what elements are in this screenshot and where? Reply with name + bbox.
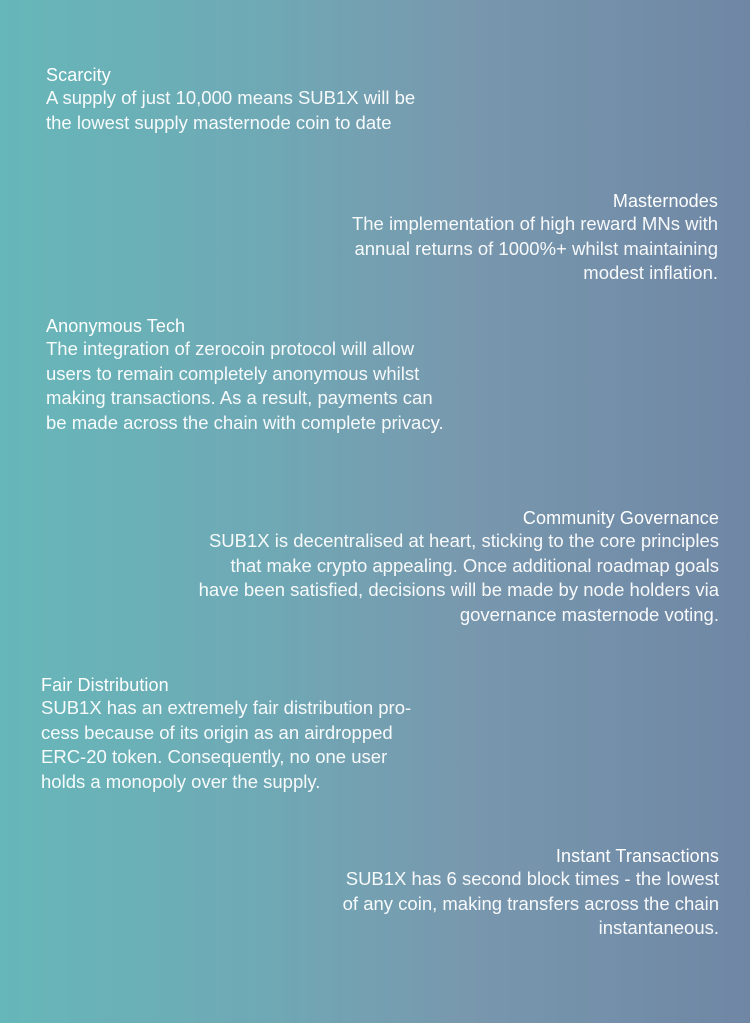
- feature-scarcity: [46, 64, 466, 135]
- feature-instant-transactions: [279, 845, 719, 941]
- description-line: holds a monopoly over the supply.: [41, 770, 321, 792]
- description-line: annual returns of 1000%+ whilst maintaining: [354, 237, 718, 259]
- feature-title: Instant Transactions: [555, 846, 719, 866]
- description-line: users to remain completely anonymous whilst: [46, 362, 420, 384]
- description-line: ERC-20 token. Consequently, no one user: [41, 746, 388, 767]
- feature-title: Anonymous Tech: [46, 316, 186, 336]
- description-line: The integration of zerocoin protocol will allow: [46, 338, 415, 359]
- description-line: SUB1X has 6 second block times - the lowest: [345, 868, 719, 889]
- feature-title: Masternodes: [612, 191, 718, 211]
- feature-fair-distribution: [41, 674, 461, 794]
- feature-title: Scarcity: [46, 65, 111, 85]
- feature-title: Community Governance: [522, 508, 719, 528]
- description-line: SUB1X has an extremely fair distribution pro-: [41, 697, 412, 718]
- feature-description: [46, 86, 466, 135]
- description-line: be made across the chain with complete privacy.: [46, 411, 444, 433]
- description-line: instantaneous.: [598, 917, 719, 938]
- description-line: The implementation of high reward MNs with: [351, 213, 718, 234]
- feature-community-governance: [119, 507, 719, 627]
- feature-masternodes: [288, 190, 718, 286]
- feature-anonymous-tech: [46, 315, 506, 435]
- description-line: of any coin, making transfers across the chain: [342, 892, 719, 914]
- feature-description: [288, 212, 718, 286]
- description-line: have been satisfied, decisions will be made by node holders via: [198, 579, 719, 600]
- description-line: A supply of just 10,000 means SUB1X will be: [46, 87, 416, 108]
- feature-description: [41, 696, 461, 794]
- description-line: that make crypto appealing. Once additional roadmap goals: [230, 554, 719, 576]
- description-line: the lowest supply masternode coin to date: [46, 111, 392, 133]
- feature-description: [46, 337, 506, 435]
- description-line: SUB1X is decentralised at heart, sticking to the core principles: [208, 530, 719, 551]
- description-line: making transactions. As a result, payments can: [46, 387, 433, 408]
- description-line: modest inflation.: [583, 262, 718, 283]
- feature-description: [279, 867, 719, 941]
- description-line: cess because of its origin as an airdropped: [41, 721, 393, 743]
- feature-title: Fair Distribution: [41, 675, 169, 695]
- description-line: governance masternode voting.: [459, 603, 719, 625]
- feature-description: [119, 529, 719, 627]
